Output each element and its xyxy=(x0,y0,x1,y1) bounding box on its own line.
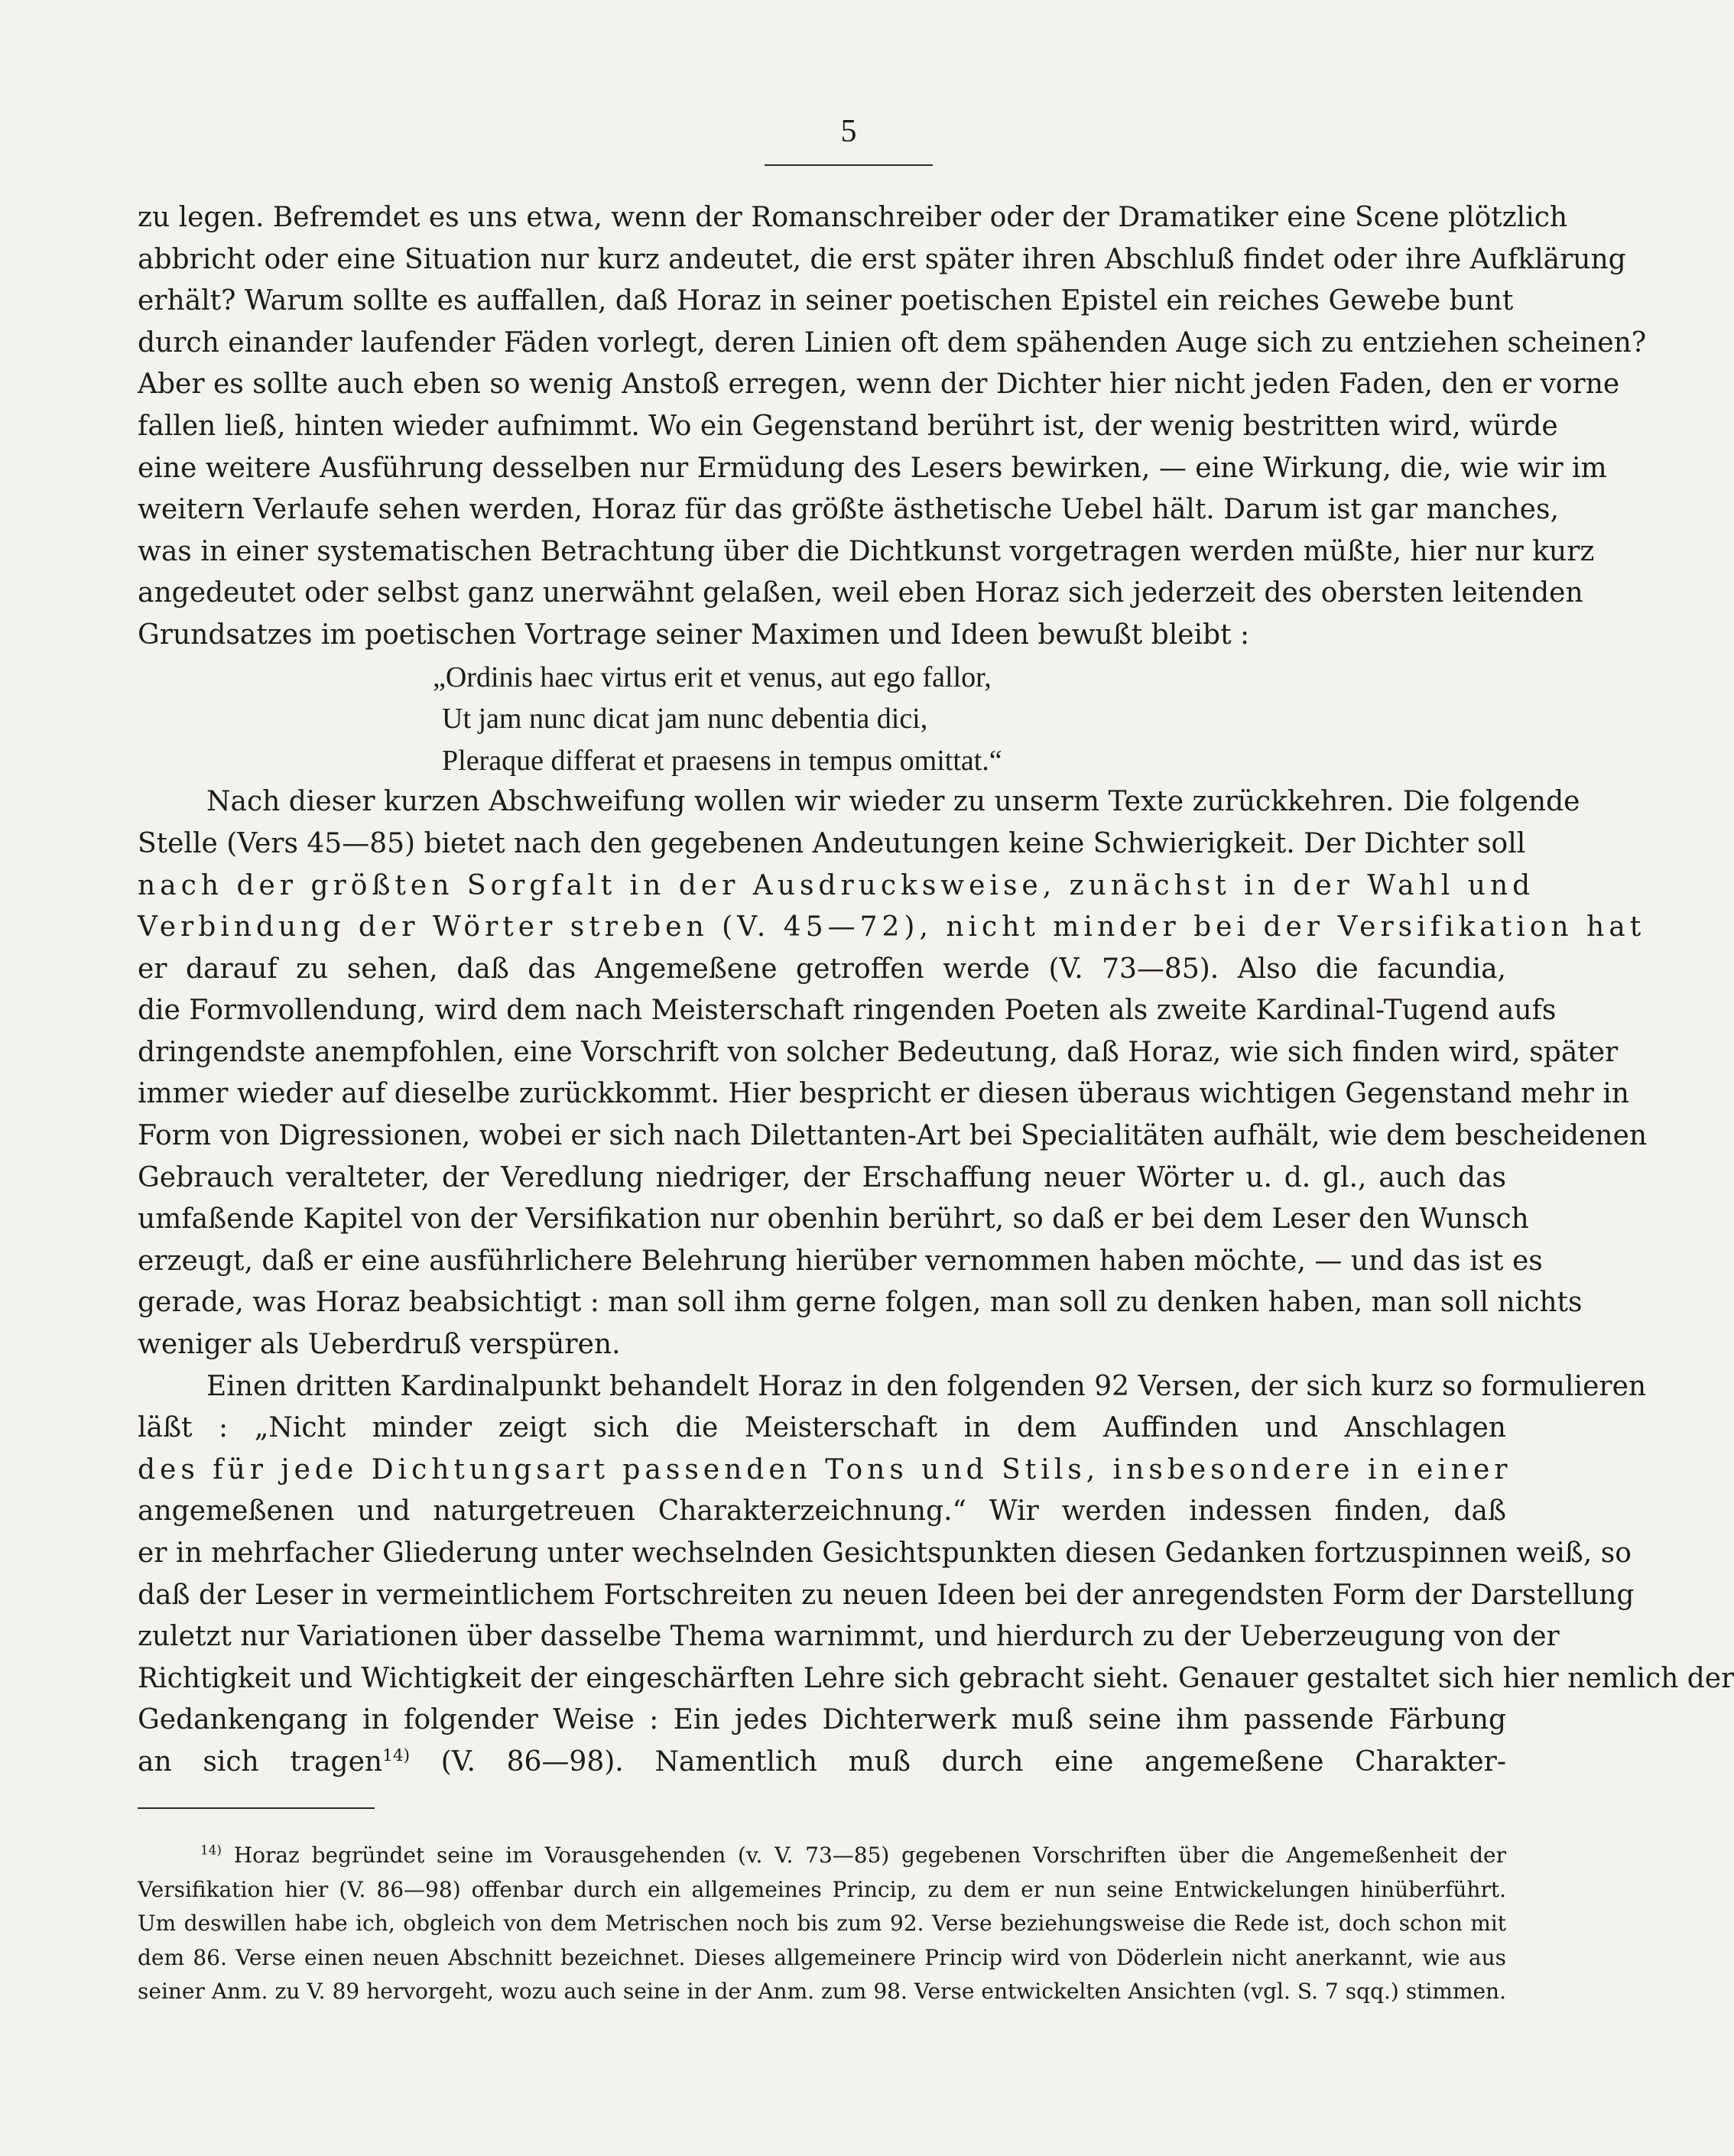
text-line: Stelle (Vers 45—85) bietet nach den gegebenen Andeutungen keine Schwierigkeit. Der Dichter soll xyxy=(138,827,1526,859)
text-line: angemeßenen und naturgetreuen Charakterzeichnung.“ Wir werden indessen finden, daß xyxy=(138,1495,1506,1528)
text-line: Verbindung der Wörter streben (V. 45—72), nicht minder bei der Versifikation hat xyxy=(138,911,1646,943)
footnote-reference: 14) xyxy=(382,1745,410,1765)
footnote-line: seiner Anm. zu V. 89 hervorgeht, wozu auch seine in der Anm. zum 98. Verse entwickelten Ansichten (vgl. S. 7 sqq.) stimmen. xyxy=(138,1979,1506,2004)
text-line: er darauf zu sehen, daß das Angemeßene getroffen werde (V. 73—85). Also die facundia, xyxy=(138,953,1506,985)
text-line: immer wieder auf dieselbe zurückkommt. Hier bespricht er diesen überaus wichtigen Gegenstand mehr in xyxy=(138,1078,1629,1110)
text-line: was in einer systematischen Betrachtung über die Dichtkunst vorgetragen werden müßte, hier nur kurz xyxy=(138,535,1595,567)
text-line: Nach dieser kurzen Abschweifung wollen wir wieder zu unserm Texte zurückkehren. Die folgende xyxy=(206,786,1580,818)
text-line: nach der größten Sorgfalt in der Ausdrucksweise, zunächst in der Wahl und xyxy=(138,869,1535,901)
text-line: fallen ließ, hinten wieder aufnimmt. Wo ein Gegenstand berührt ist, der wenig bestritten wird, würde xyxy=(138,410,1558,442)
text-line: eine weitere Ausführung desselben nur Ermüdung des Lesers bewirken, — eine Wirkung, die, wie wir im xyxy=(138,452,1607,484)
footnote-marker: 14) xyxy=(200,1842,222,1858)
text-line: zu legen. Befremdet es uns etwa, wenn der Romanschreiber oder der Dramatiker eine Scene plötzlich xyxy=(138,202,1568,233)
text-fragment: (V. 86—98). Namentlich muß durch eine angemeßene Charakter- xyxy=(440,1745,1507,1778)
footnote-block xyxy=(138,1839,1506,2009)
text-line: Gebrauch veralteter, der Veredlung niedriger, der Erschaffung neuer Wörter u. d. gl., auch das xyxy=(138,1161,1506,1193)
text-line: Form von Digressionen, wobei er sich nach Dilettanten-Art bei Specialitäten aufhält, wie dem bescheidenen xyxy=(138,1120,1648,1152)
text-line: daß der Leser in vermeintlichem Fortschreiten zu neuen Ideen bei der anregendsten Form der Darstellung xyxy=(138,1579,1635,1611)
text-line: dringendste anempfohlen, eine Vorschrift von solcher Bedeutung, daß Horaz, wie sich finden wird, später xyxy=(138,1036,1619,1068)
footnote-rule xyxy=(138,1807,375,1809)
footnote-line: Um deswillen habe ich, obgleich von dem Metrischen noch bis zum 92. Verse beziehungsweise die Rede ist, doch schon mit xyxy=(138,1911,1506,1936)
text-line: durch einander laufender Fäden vorlegt, deren Linien oft dem spähenden Auge sich zu entziehen scheinen? xyxy=(138,326,1647,359)
footnote-line: dem 86. Verse einen neuen Abschnitt bezeichnet. Dieses allgemeinere Princip wird von Döderlein nicht anerkannt, wie aus xyxy=(138,1944,1506,1970)
text-fragment: an sich tragen xyxy=(138,1745,383,1778)
text-line: die Formvollendung, wird dem nach Meisterschaft ringenden Poeten als zweite Kardinal-Tugend aufs xyxy=(138,995,1557,1027)
text-line: läßt : „Nicht minder zeigt sich die Meisterschaft in dem Auffinden und Anschlagen xyxy=(138,1412,1506,1444)
text-line: umfaßende Kapitel von der Versifikation nur obenhin berührt, so daß er bei dem Leser den Wunsch xyxy=(138,1203,1529,1235)
text-line: er in mehrfacher Gliederung unter wechselnden Gesichtspunkten diesen Gedanken fortzuspinnen weiß, so xyxy=(138,1537,1632,1569)
text-line xyxy=(138,1742,1506,1784)
page-number: 5 xyxy=(840,114,857,149)
quote-line: Pleraque differat et praesens in tempus omittat.“ xyxy=(442,744,1002,777)
text-line: Aber es sollte auch eben so wenig Anstoß erregen, wenn der Dichter hier nicht jeden Faden, den er vorne xyxy=(138,369,1620,401)
text-line: zuletzt nur Variationen über dasselbe Thema warnimmt, und hierdurch zu der Ueberzeugung von der xyxy=(138,1621,1560,1653)
footnote-line xyxy=(138,1839,1506,1873)
footnote-line: Versifikation hier (V. 86—98) offenbar durch ein allgemeines Princip, zu dem er nun seine Entwickelungen hinüberführt. xyxy=(138,1876,1506,1902)
text-line: gerade, was Horaz beabsichtigt : man soll ihm gerne folgen, man soll zu denken haben, man soll nichts xyxy=(138,1287,1583,1319)
text-line: des für jede Dichtungsart passenden Tons und Stils, insbesondere in einer xyxy=(138,1453,1512,1485)
main-text xyxy=(138,197,1734,1784)
text-line: erhält? Warum sollte es auffallen, daß Horaz in seiner poetischen Epistel ein reiches Gewebe bunt xyxy=(138,285,1514,317)
text-line: Einen dritten Kardinalpunkt behandelt Horaz in den folgenden 92 Versen, der sich kurz so formulieren xyxy=(206,1370,1647,1402)
quote-line: „Ordinis haec virtus erit et venus, aut ego fallor, xyxy=(433,661,992,693)
text-line: Gedankengang in folgender Weise : Ein jedes Dichterwerk muß seine ihm passende Färbung xyxy=(138,1704,1506,1736)
text-line: Richtigkeit und Wichtigkeit der eingeschärften Lehre sich gebracht sieht. Genauer gestaltet sich hier nemlich der xyxy=(138,1662,1734,1694)
text-line: weniger als Ueberdruß verspüren. xyxy=(138,1329,621,1361)
text-line: erzeugt, daß er eine ausführlichere Belehrung hierüber vernommen haben möchte, — und das ist es xyxy=(138,1245,1543,1277)
text-line: abbricht oder eine Situation nur kurz andeutet, die erst später ihren Abschluß findet oder ihre Aufklärung xyxy=(138,243,1626,275)
footnote-text: Horaz begründet seine im Vorausgehenden (v. V. 73—85) gegebenen Vorschriften über die Angemeßenheit der xyxy=(233,1843,1506,1868)
text-line: angedeutet oder selbst ganz unerwähnt gelaßen, weil eben Horaz sich jederzeit des obersten leitenden xyxy=(138,577,1583,609)
text-line: weitern Verlaufe sehen werden, Horaz für das größte ästhetische Uebel hält. Darum ist gar manches, xyxy=(138,494,1559,526)
text-line: Grundsatzes im poetischen Vortrage seiner Maximen und Ideen bewußt bleibt : xyxy=(138,619,1250,651)
header-rule xyxy=(765,164,933,166)
quote-line: Ut jam nunc dicat jam nunc debentia dici, xyxy=(442,703,928,735)
